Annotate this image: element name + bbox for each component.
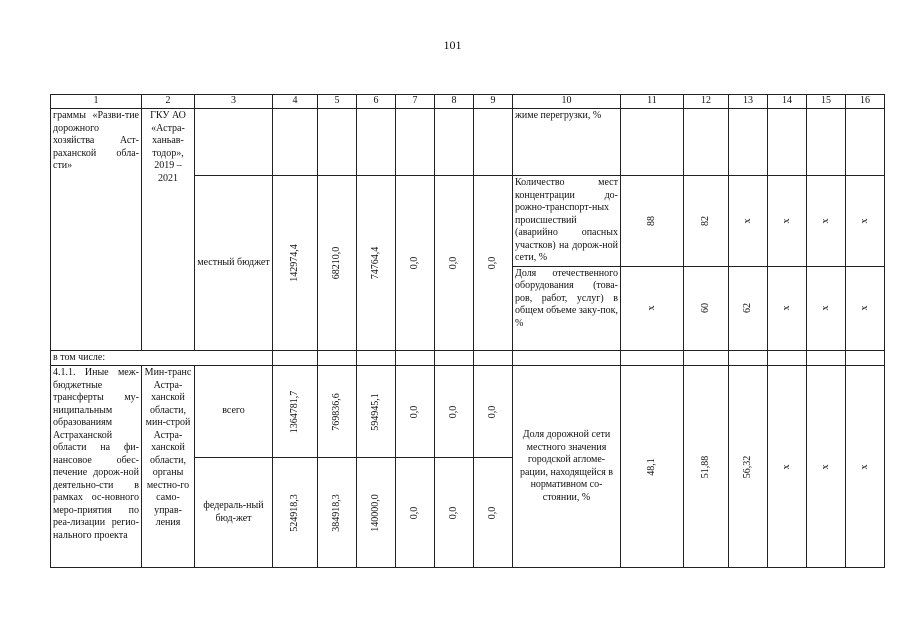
amount-value: 0,0 bbox=[486, 256, 498, 269]
indicator-value: x bbox=[858, 218, 870, 224]
amount-value: 0,0 bbox=[447, 405, 459, 418]
indicator-value-cell bbox=[846, 366, 885, 568]
indicator-value: x bbox=[780, 218, 792, 224]
indicator-value: 56,32 bbox=[741, 455, 753, 478]
program-table bbox=[50, 94, 885, 568]
indicator-cell: Доля отечественного оборудования (това-ров, работ, услуг) в общем объеме заку-пок, % bbox=[513, 266, 621, 350]
measure-name-cell: 4.1.1. Иные меж-бюджетные трансферты му-ниципальным образованиям Астраханской области на фи-нансовое обес-печение дорож-ной деятельно-сти в рамках ос-новного меро-приятия по реа-лизации регио-нального проекта bbox=[51, 366, 142, 568]
empty-cell bbox=[768, 109, 807, 176]
empty-cell bbox=[621, 109, 684, 176]
indicator-value: x bbox=[741, 218, 753, 224]
header-cell: 14 bbox=[768, 95, 807, 109]
indicator-value-cell bbox=[684, 176, 729, 267]
indicator-value: x bbox=[780, 464, 792, 469]
empty-cell bbox=[195, 109, 273, 176]
table-row bbox=[51, 366, 885, 458]
indicator-value-cell bbox=[621, 176, 684, 267]
header-cell: 8 bbox=[435, 95, 474, 109]
indicator-value: x bbox=[858, 464, 870, 469]
amount-value: 68210,0 bbox=[330, 246, 342, 279]
indicator-value: x bbox=[645, 305, 657, 311]
amount-cell bbox=[273, 176, 318, 351]
indicator-value: x bbox=[858, 305, 870, 311]
header-cell: 4 bbox=[273, 95, 318, 109]
empty-cell bbox=[807, 350, 846, 366]
amount-cell bbox=[357, 366, 396, 458]
amount-value: 0,0 bbox=[486, 405, 498, 418]
executor-cell: Мин-транс Астра-ханской области, мин-строй Астра-ханской области, органы местно-го само-управ-ления bbox=[142, 366, 195, 568]
empty-cell bbox=[318, 350, 357, 366]
indicator-value: 60 bbox=[699, 303, 711, 313]
empty-cell bbox=[621, 350, 684, 366]
amount-cell bbox=[474, 458, 513, 568]
funding-source-cell: местный бюджет bbox=[195, 176, 273, 351]
header-cell: 2 bbox=[142, 95, 195, 109]
amount-cell bbox=[396, 366, 435, 458]
indicator-value-cell bbox=[768, 266, 807, 350]
page-number: 101 bbox=[443, 38, 462, 52]
header-cell: 6 bbox=[357, 95, 396, 109]
empty-cell bbox=[768, 350, 807, 366]
header-cell: 16 bbox=[846, 95, 885, 109]
header-cell: 3 bbox=[195, 95, 273, 109]
table-row bbox=[51, 350, 885, 366]
empty-cell bbox=[807, 109, 846, 176]
indicator-value-cell bbox=[768, 366, 807, 568]
indicator-cell: Доля дорожной сети местного значения городской агломе-рации, находящейся в нормативном со-стоянии, % bbox=[513, 366, 621, 568]
header-cell: 12 bbox=[684, 95, 729, 109]
amount-value: 769836,6 bbox=[330, 392, 342, 431]
empty-cell bbox=[396, 109, 435, 176]
empty-cell bbox=[729, 350, 768, 366]
header-cell: 11 bbox=[621, 95, 684, 109]
empty-cell bbox=[474, 109, 513, 176]
amount-cell bbox=[273, 458, 318, 568]
amount-cell bbox=[273, 366, 318, 458]
funding-source-cell: федераль-ный бюд-жет bbox=[195, 458, 273, 568]
indicator-value-cell bbox=[684, 266, 729, 350]
indicator-value-cell bbox=[729, 176, 768, 267]
amount-value: 0,0 bbox=[408, 405, 420, 418]
amount-cell bbox=[474, 176, 513, 351]
amount-cell bbox=[396, 458, 435, 568]
indicator-value: 62 bbox=[741, 303, 753, 313]
amount-cell bbox=[396, 176, 435, 351]
empty-cell bbox=[846, 350, 885, 366]
empty-cell bbox=[846, 109, 885, 176]
empty-cell bbox=[435, 109, 474, 176]
amount-value: 0,0 bbox=[447, 256, 459, 269]
executor-cell: ГКУ АО «Астра-ханьав-тодор», 2019 – 2021 bbox=[142, 109, 195, 351]
empty-cell bbox=[684, 350, 729, 366]
indicator-value: 51,88 bbox=[699, 455, 711, 478]
indicator-value-cell bbox=[729, 366, 768, 568]
empty-cell bbox=[357, 350, 396, 366]
amount-value: 140000,0 bbox=[369, 493, 381, 532]
amount-value: 74764,4 bbox=[369, 246, 381, 279]
empty-cell bbox=[396, 350, 435, 366]
header-cell: 13 bbox=[729, 95, 768, 109]
indicator-value-cell bbox=[768, 176, 807, 267]
amount-cell bbox=[357, 176, 396, 351]
empty-cell bbox=[357, 109, 396, 176]
amount-value: 594945,1 bbox=[369, 392, 381, 431]
empty-cell bbox=[318, 109, 357, 176]
indicator-value: 48,1 bbox=[645, 457, 657, 476]
amount-value: 524918,3 bbox=[288, 493, 300, 532]
empty-cell bbox=[684, 109, 729, 176]
indicator-value: 82 bbox=[699, 215, 711, 226]
empty-cell bbox=[513, 350, 621, 366]
program-name-cell: граммы «Разви-тие дорожного хозяйства Аст-раханской обла-сти» bbox=[51, 109, 142, 351]
indicator-value: 88 bbox=[645, 215, 657, 226]
amount-value: 0,0 bbox=[447, 506, 459, 519]
header-cell: 1 bbox=[51, 95, 142, 109]
header-cell: 5 bbox=[318, 95, 357, 109]
indicator-value: x bbox=[780, 305, 792, 311]
amount-cell bbox=[435, 176, 474, 351]
amount-value: 0,0 bbox=[486, 506, 498, 519]
indicator-value: x bbox=[819, 464, 831, 469]
amount-cell bbox=[474, 366, 513, 458]
header-cell: 15 bbox=[807, 95, 846, 109]
indicator-value-cell bbox=[729, 266, 768, 350]
indicator-cell: жиме перегрузки, % bbox=[513, 109, 621, 176]
table-row bbox=[51, 109, 885, 176]
amount-value: 384918,3 bbox=[330, 493, 342, 532]
header-row bbox=[51, 95, 885, 109]
amount-value: 142974,4 bbox=[288, 244, 300, 282]
empty-cell bbox=[273, 109, 318, 176]
indicator-value-cell bbox=[621, 366, 684, 568]
amount-cell bbox=[357, 458, 396, 568]
indicator-value: x bbox=[819, 305, 831, 311]
indicator-value-cell bbox=[807, 266, 846, 350]
amount-cell bbox=[318, 458, 357, 568]
amount-cell bbox=[318, 176, 357, 351]
indicator-value-cell bbox=[846, 266, 885, 350]
amount-cell bbox=[435, 366, 474, 458]
indicator-value-cell bbox=[846, 176, 885, 267]
indicator-value: x bbox=[819, 218, 831, 224]
indicator-cell: Количество мест концентрации до-рожно-транспорт-ных происшествий (аварийно опасных участков) на дорож-ной сети, % bbox=[513, 176, 621, 267]
amount-value: 1364781,7 bbox=[288, 390, 300, 433]
indicator-value-cell bbox=[684, 366, 729, 568]
subheading-cell: в том числе: bbox=[51, 350, 273, 366]
empty-cell bbox=[273, 350, 318, 366]
header-cell: 10 bbox=[513, 95, 621, 109]
amount-value: 0,0 bbox=[408, 256, 420, 269]
funding-source-cell: всего bbox=[195, 366, 273, 458]
amount-cell bbox=[318, 366, 357, 458]
indicator-value-cell bbox=[807, 176, 846, 267]
header-cell: 9 bbox=[474, 95, 513, 109]
amount-cell bbox=[435, 458, 474, 568]
indicator-value-cell bbox=[621, 266, 684, 350]
empty-cell bbox=[435, 350, 474, 366]
amount-value: 0,0 bbox=[408, 506, 420, 519]
empty-cell bbox=[729, 109, 768, 176]
empty-cell bbox=[474, 350, 513, 366]
header-cell: 7 bbox=[396, 95, 435, 109]
indicator-value-cell bbox=[807, 366, 846, 568]
